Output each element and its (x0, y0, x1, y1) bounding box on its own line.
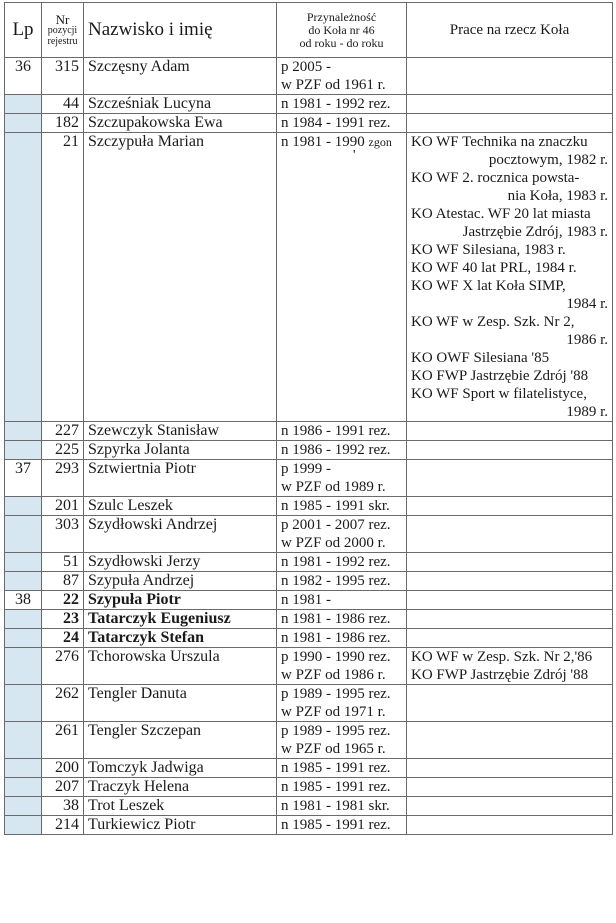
table-row (5, 58, 613, 95)
register-number-cell: 261 (42, 722, 84, 759)
work-entry-continuation: pocztowym, 1982 r. (488, 152, 608, 168)
pzf-membership-line: w PZF od 1989 r. (281, 479, 386, 495)
member-name-cell: Szydłowski Jerzy (84, 553, 277, 572)
membership-cell (277, 441, 407, 460)
member-name-cell: Tatarczyk Eugeniusz (84, 610, 277, 629)
nr-header-line2: pozycji (47, 24, 78, 36)
table-row (5, 778, 613, 797)
membership-line (281, 816, 402, 834)
member-name-cell: Turkiewicz Piotr (84, 816, 277, 835)
membership-cell (277, 553, 407, 572)
membership-period: n 1981 - 1992 rez. (281, 96, 391, 112)
work-entry: KO WF X lat Koła SIMP, (411, 278, 566, 294)
lp-cell (5, 778, 42, 797)
membership-cell (277, 114, 407, 133)
membership-line (281, 497, 402, 515)
member-name-cell: Tengler Szczepan (84, 722, 277, 759)
member-name-cell: Tatarczyk Stefan (84, 629, 277, 648)
table-row (5, 133, 613, 422)
membership-cell (277, 778, 407, 797)
membership-cell (277, 95, 407, 114)
membership-cell (277, 648, 407, 685)
pzf-membership-line: w PZF od 2000 r. (281, 535, 386, 551)
membership-period: p 1989 - 1995 rez. (281, 686, 391, 702)
work-for-club-cell (407, 95, 613, 114)
member-name-cell: Trot Leszek (84, 797, 277, 816)
column-header-lp: Lp (5, 3, 42, 58)
lp-cell (5, 648, 42, 685)
membership-header-line2: do Koła nr 46 (308, 22, 375, 37)
member-name-cell: Traczyk Helena (84, 778, 277, 797)
lp-cell (5, 133, 42, 422)
table-row (5, 722, 613, 759)
membership-period: p 2001 - 2007 rez. (281, 517, 391, 533)
lp-cell (5, 685, 42, 722)
table-row (5, 648, 613, 685)
work-for-club-cell (407, 778, 613, 797)
work-for-club-cell (407, 460, 613, 497)
membership-period: n 1981 - (281, 592, 331, 608)
membership-cell (277, 797, 407, 816)
membership-period: n 1984 - 1991 rez. (281, 115, 391, 131)
work-for-club-cell (407, 58, 613, 95)
member-name-cell: Szydłowski Andrzej (84, 516, 277, 553)
register-number-cell: 21 (42, 133, 84, 422)
table-row (5, 797, 613, 816)
membership-cell (277, 722, 407, 759)
member-name-cell: Szczupakowska Ewa (84, 114, 277, 133)
register-number-cell: 200 (42, 759, 84, 778)
pzf-membership-line: w PZF od 1986 r. (281, 667, 386, 683)
table-row (5, 460, 613, 497)
register-number-cell: 262 (42, 685, 84, 722)
nr-header-line1: Nr (55, 11, 70, 27)
member-name-cell: Szewczyk Stanisław (84, 422, 277, 441)
membership-line (281, 778, 402, 796)
membership-period: n 1981 - 1990 (281, 134, 365, 150)
register-number-cell: 23 (42, 610, 84, 629)
membership-line (281, 629, 402, 647)
membership-line (281, 114, 402, 132)
lp-cell (5, 610, 42, 629)
member-name-cell: Szpyrka Jolanta (84, 441, 277, 460)
table-row (5, 610, 613, 629)
column-header-membership (277, 3, 407, 58)
member-name-cell: Szulc Leszek (84, 497, 277, 516)
work-entry-continuation: 1986 r. (566, 332, 608, 348)
table-row (5, 95, 613, 114)
membership-line (281, 516, 402, 534)
work-entry: KO WF 40 lat PRL, 1984 r. (411, 260, 577, 276)
membership-cell (277, 460, 407, 497)
membership-cell (277, 759, 407, 778)
work-entry: KO WF Silesiana, 1983 r. (411, 242, 566, 258)
member-name-cell: Szypuła Piotr (84, 591, 277, 610)
work-entry: KO WF w Zesp. Szk. Nr 2,'86 (411, 649, 593, 665)
lp-cell (5, 572, 42, 591)
membership-line (281, 553, 402, 571)
membership-period: n 1981 - 1986 rez. (281, 630, 391, 646)
membership-header-line3: od roku - do roku (299, 35, 384, 50)
register-number-cell: 87 (42, 572, 84, 591)
work-entry-continuation: 1984 r. (566, 296, 608, 312)
register-number-cell: 225 (42, 441, 84, 460)
register-number-cell: 315 (42, 58, 84, 95)
lp-cell: 36 (5, 58, 42, 95)
membership-cell (277, 133, 407, 422)
work-for-club-cell (407, 816, 613, 835)
work-for-club-cell (407, 422, 613, 441)
lp-cell (5, 516, 42, 553)
member-name-cell: Sztwiertnia Piotr (84, 460, 277, 497)
work-entry: KO FWP Jastrzębie Zdrój '88 (411, 368, 589, 384)
work-entry-continuation: 1989 r. (566, 404, 608, 420)
register-number-cell: 293 (42, 460, 84, 497)
membership-period: n 1985 - 1991 skr. (281, 498, 390, 514)
membership-line (281, 610, 402, 628)
member-name-cell: Tchorowska Urszula (84, 648, 277, 685)
table-row (5, 759, 613, 778)
work-entry: KO WF w Zesp. Szk. Nr 2, (411, 314, 575, 330)
membership-cell (277, 58, 407, 95)
membership-line (281, 133, 402, 151)
pzf-membership-line: w PZF od 1961 r. (281, 77, 386, 93)
membership-cell (277, 516, 407, 553)
membership-cell (277, 610, 407, 629)
work-entry: KO WF 2. rocznica powsta- (411, 170, 580, 186)
work-for-club-cell (407, 497, 613, 516)
table-row (5, 816, 613, 835)
register-number-cell: 24 (42, 629, 84, 648)
work-for-club-cell (407, 722, 613, 759)
table-row (5, 629, 613, 648)
lp-cell (5, 497, 42, 516)
membership-line (281, 797, 402, 815)
membership-cell (277, 629, 407, 648)
register-number-cell: 303 (42, 516, 84, 553)
stray-mark: ' (353, 148, 356, 163)
work-for-club-cell (407, 572, 613, 591)
member-name-cell: Tomczyk Jadwiga (84, 759, 277, 778)
membership-cell (277, 816, 407, 835)
nr-header-line3: rejestru (47, 35, 78, 47)
member-name-cell: Szczęsny Adam (84, 58, 277, 95)
table-header-row (5, 3, 613, 58)
lp-cell (5, 629, 42, 648)
register-number-cell: 227 (42, 422, 84, 441)
work-for-club-cell (407, 553, 613, 572)
membership-period: p 2005 - (281, 59, 331, 75)
register-number-cell: 22 (42, 591, 84, 610)
table-row (5, 553, 613, 572)
lp-cell: 38 (5, 591, 42, 610)
pzf-membership-line: w PZF od 1971 r. (281, 704, 386, 720)
membership-period: p 1989 - 1995 rez. (281, 723, 391, 739)
membership-period: p 1990 - 1990 rez. (281, 649, 391, 665)
work-entry: KO Atestac. WF 20 lat miasta (411, 206, 591, 222)
membership-period: n 1985 - 1991 rez. (281, 779, 391, 795)
register-number-cell: 38 (42, 797, 84, 816)
register-number-cell: 214 (42, 816, 84, 835)
membership-line (281, 58, 402, 76)
membership-period: n 1981 - 1981 skr. (281, 798, 390, 814)
membership-line (281, 722, 402, 740)
work-for-club-cell (407, 629, 613, 648)
work-entry: KO OWF Silesiana '85 (411, 350, 550, 366)
table-row (5, 497, 613, 516)
membership-line (281, 685, 402, 703)
membership-header-line1: Przynależność (306, 9, 377, 24)
work-for-club-cell (407, 441, 613, 460)
work-for-club-cell (407, 685, 613, 722)
work-for-club-cell (407, 648, 613, 685)
member-name-cell: Tengler Danuta (84, 685, 277, 722)
membership-line (281, 422, 402, 440)
membership-line (281, 572, 402, 590)
membership-line (281, 648, 402, 666)
table-row (5, 685, 613, 722)
lp-cell (5, 553, 42, 572)
lp-cell (5, 797, 42, 816)
work-for-club-cell (407, 797, 613, 816)
lp-cell (5, 759, 42, 778)
lp-cell: 37 (5, 460, 42, 497)
table-row (5, 572, 613, 591)
register-number-cell: 44 (42, 95, 84, 114)
pzf-membership-line: w PZF od 1965 r. (281, 741, 386, 757)
membership-period: p 1999 - (281, 461, 331, 477)
membership-period: n 1986 - 1991 rez. (281, 423, 391, 439)
lp-cell (5, 441, 42, 460)
membership-period: n 1981 - 1986 rez. (281, 611, 391, 627)
table-row (5, 114, 613, 133)
lp-cell (5, 816, 42, 835)
work-entry: KO WF Sport w filatelistyce, (411, 386, 587, 402)
member-name-cell: Szczypuła Marian (84, 133, 277, 422)
work-entry: KO FWP Jastrzębie Zdrój '88 (411, 667, 589, 683)
membership-cell (277, 685, 407, 722)
table-row (5, 591, 613, 610)
membership-cell (277, 422, 407, 441)
membership-line (281, 591, 402, 609)
member-name-cell: Szypuła Andrzej (84, 572, 277, 591)
work-for-club-cell (407, 759, 613, 778)
lp-cell (5, 722, 42, 759)
lp-cell (5, 114, 42, 133)
membership-line (281, 759, 402, 777)
work-entry-continuation: nia Koła, 1983 r. (507, 188, 608, 204)
membership-cell (277, 497, 407, 516)
column-header-name: Nazwisko i imię (84, 3, 277, 58)
work-entry: KO WF Technika na znaczku (411, 134, 588, 150)
work-for-club-cell (407, 591, 613, 610)
work-for-club-cell (407, 133, 613, 422)
column-header-register-number (42, 3, 84, 58)
membership-cell (277, 572, 407, 591)
work-for-club-cell (407, 516, 613, 553)
membership-line (281, 95, 402, 113)
membership-period: n 1985 - 1991 rez. (281, 817, 391, 833)
register-number-cell: 51 (42, 553, 84, 572)
deceased-note: zgon (368, 135, 392, 149)
lp-cell (5, 95, 42, 114)
members-register-table (4, 2, 613, 835)
work-for-club-cell (407, 610, 613, 629)
membership-period: n 1981 - 1992 rez. (281, 554, 391, 570)
membership-line (281, 460, 402, 478)
membership-line (281, 441, 402, 459)
lp-cell (5, 422, 42, 441)
membership-period: n 1986 - 1992 rez. (281, 442, 391, 458)
column-header-work: Prace na rzecz Koła (407, 3, 613, 58)
member-name-cell: Szcześniak Lucyna (84, 95, 277, 114)
table-row (5, 422, 613, 441)
register-number-cell: 207 (42, 778, 84, 797)
work-for-club-cell (407, 114, 613, 133)
membership-period: n 1985 - 1991 rez. (281, 760, 391, 776)
membership-period: n 1982 - 1995 rez. (281, 573, 391, 589)
register-number-cell: 276 (42, 648, 84, 685)
register-number-cell: 201 (42, 497, 84, 516)
table-row (5, 516, 613, 553)
work-entry-continuation: Jastrzębie Zdrój, 1983 r. (462, 224, 608, 240)
table-row (5, 441, 613, 460)
membership-cell (277, 591, 407, 610)
register-number-cell: 182 (42, 114, 84, 133)
